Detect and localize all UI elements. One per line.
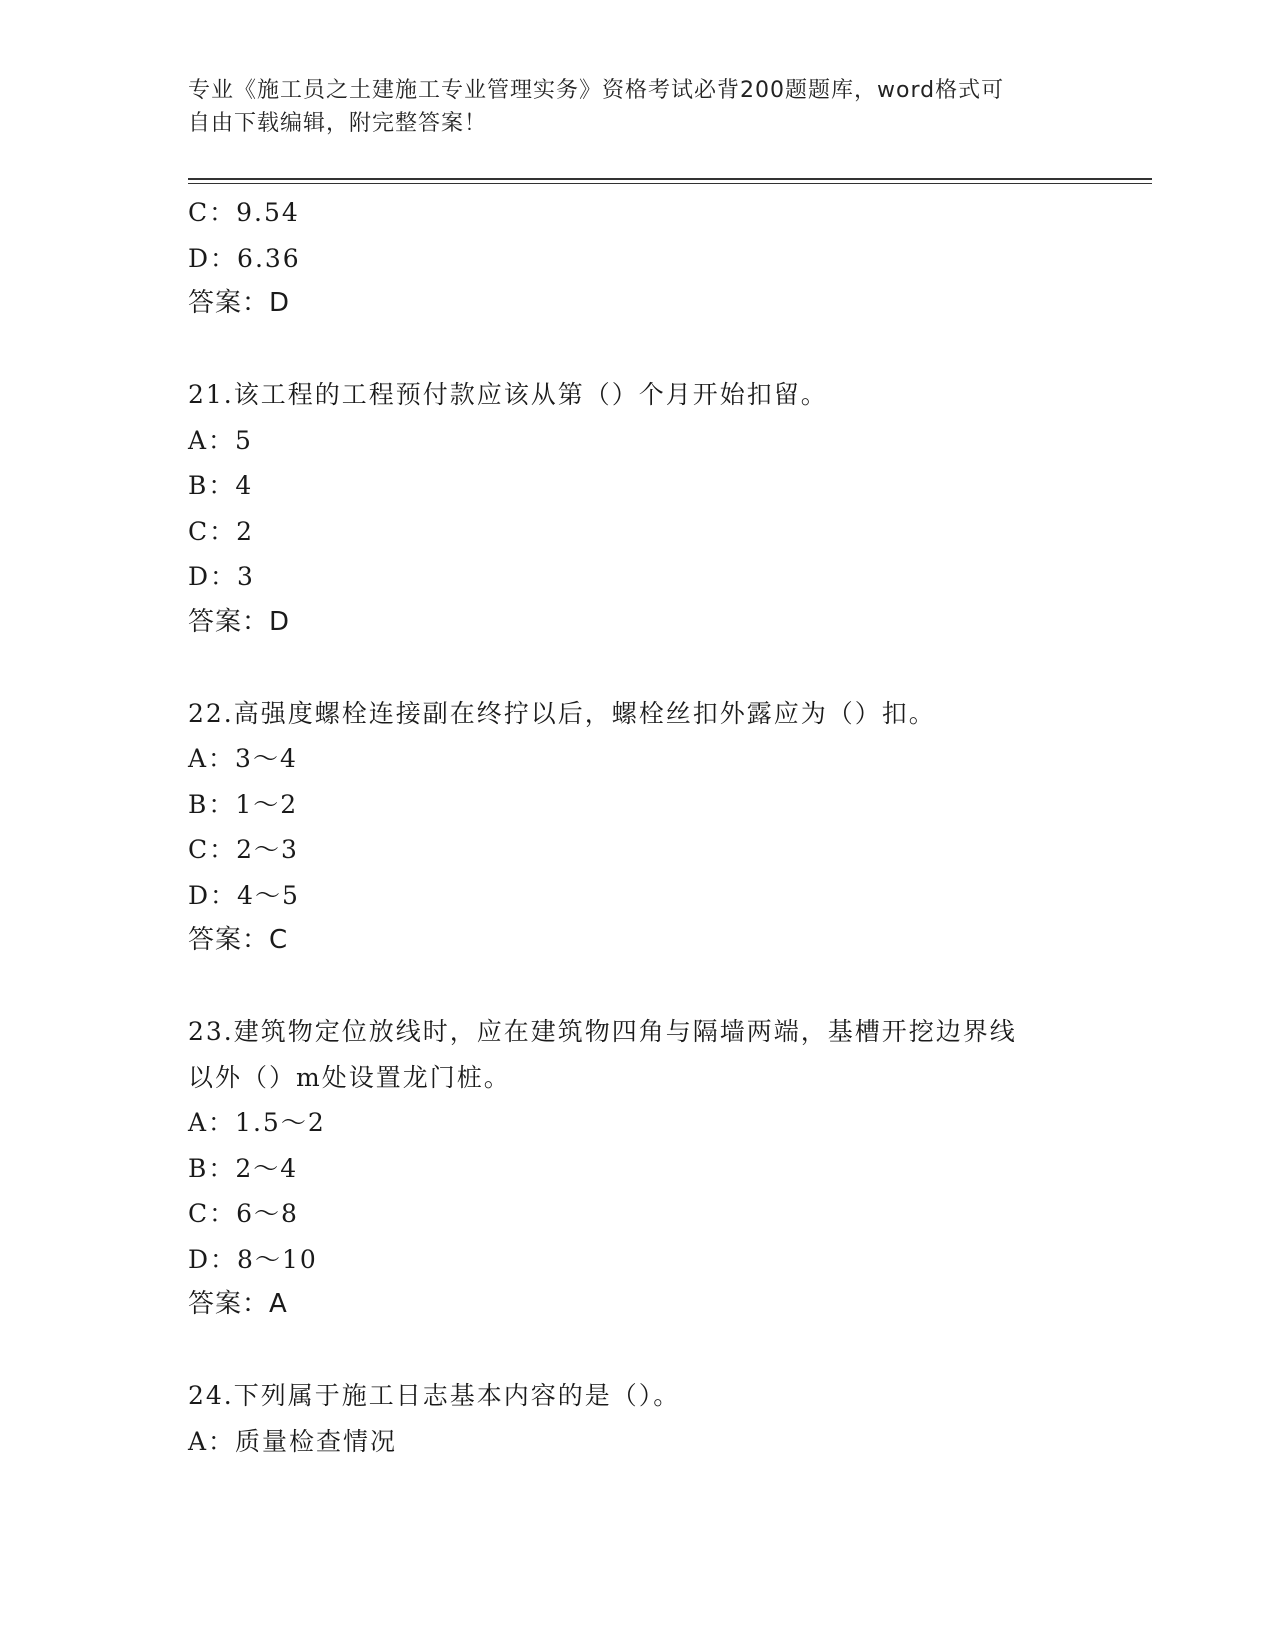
option-d: D：4～5 [188,880,300,910]
option-b: B：1～2 [188,789,299,819]
spacer [188,1328,1088,1374]
header-divider-thin [188,183,1152,184]
answer-line: 答案：D [188,606,291,637]
option-c: C：6～8 [188,1199,299,1228]
question-text-line-1: 23.建筑物定位放线时，应在建筑物四角与隔墙两端，基槽开挖边界线 [188,1017,1017,1046]
question-content [188,190,1088,1464]
option-a: A：1.5～2 [188,1108,326,1137]
header-divider-thick [188,178,1152,180]
option-d: D：3 [188,562,255,591]
spacer [188,645,1088,691]
question-text: 24.下列属于施工日志基本内容的是（）。 [188,1381,681,1410]
question-text: 21.该工程的工程预付款应该从第（）个月开始扣留。 [188,380,828,409]
answer-line: 答案：D [188,288,291,318]
question-22 [188,691,1088,964]
answer-line: 答案：C [188,925,289,955]
question-21 [188,372,1088,645]
option-a: A：5 [188,425,253,455]
spacer [188,964,1088,1010]
option-a: A：质量检查情况 [188,1426,398,1456]
option-a: A：3～4 [188,744,298,773]
option-c: C：2～3 [188,835,299,864]
option-b: B：4 [188,471,254,500]
option-c: C：9.54 [188,198,300,227]
document-header [188,74,1068,140]
option-d: D：8～10 [188,1244,318,1274]
header-line-2: 自由下载编辑，附完整答案！ [188,111,488,136]
option-d: D：6.36 [188,243,301,273]
option-b: B：2～4 [188,1153,299,1183]
answer-line: 答案：A [188,1289,288,1319]
question-text-line-2: 以外（）m处设置龙门桩。 [188,1062,511,1092]
question-text: 22.高强度螺栓连接副在终拧以后，螺栓丝扣外露应为（）扣。 [188,698,936,728]
question-23 [188,1009,1088,1328]
header-line-1: 专业《施工员之土建施工专业管理实务》资格考试必背200题题库，word格式可 [188,78,1005,103]
option-c: C：2 [188,516,255,546]
spacer [188,327,1088,373]
question-24 [188,1373,1088,1464]
partial-question [188,190,1088,327]
